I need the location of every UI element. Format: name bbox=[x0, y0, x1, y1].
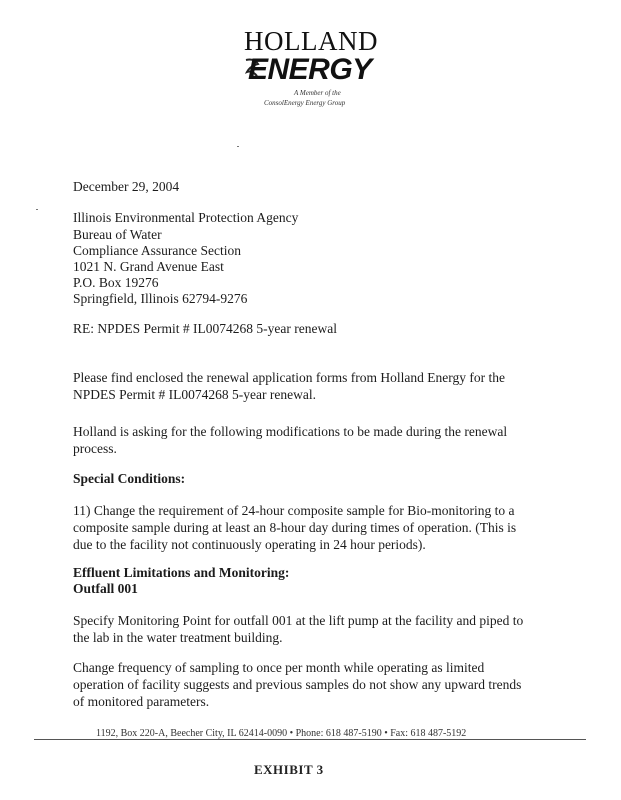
logo-name-bottom: ENERGY bbox=[248, 53, 372, 86]
outfall-heading: Outfall 001 bbox=[73, 581, 138, 596]
letter-date: December 29, 2004 bbox=[73, 179, 180, 194]
paragraph-line: NPDES Permit # IL0074268 5-year renewal. bbox=[73, 387, 316, 402]
paragraph-line: composite sample during at least an 8-hour day during times of operation. (This is bbox=[73, 520, 517, 535]
effluent-heading: Effluent Limitations and Monitoring: bbox=[73, 565, 290, 580]
scan-speck bbox=[36, 209, 38, 210]
recipient-line: Illinois Environmental Protection Agency bbox=[73, 210, 299, 225]
paragraph-line: operation of facility suggests and previous samples do not show any upward trends bbox=[73, 677, 522, 692]
paragraph-line: Please find enclosed the renewal application forms from Holland Energy for the bbox=[73, 370, 505, 385]
body-paragraph bbox=[73, 612, 523, 646]
paragraph-line: Specify Monitoring Point for outfall 001 at the lift pump at the facility and piped to bbox=[73, 613, 524, 628]
paragraph-line: 11) Change the requirement of 24-hour composite sample for Bio-monitoring to a bbox=[73, 503, 515, 518]
paragraph-line: the lab in the water treatment building. bbox=[73, 630, 283, 645]
scan-speck bbox=[237, 146, 239, 147]
footer-rule bbox=[34, 739, 586, 740]
paragraph-line: Change frequency of sampling to once per month while operating as limited bbox=[73, 660, 485, 675]
paragraph-line: of monitored parameters. bbox=[73, 694, 210, 709]
logo-name-top: HOLLAND bbox=[244, 26, 378, 56]
recipient-line: Bureau of Water bbox=[73, 227, 162, 242]
logo-tagline-1: A Member of the bbox=[294, 89, 341, 97]
body-paragraph bbox=[73, 369, 505, 403]
body-paragraph bbox=[73, 659, 521, 710]
recipient-line: Compliance Assurance Section bbox=[73, 243, 241, 258]
recipient-line: Springfield, Illinois 62794-9276 bbox=[73, 291, 248, 306]
subject-line: RE: NPDES Permit # IL0074268 5-year renewal bbox=[73, 321, 337, 336]
exhibit-label: EXHIBIT 3 bbox=[254, 762, 324, 777]
paragraph-line: process. bbox=[73, 441, 117, 456]
recipient-line: P.O. Box 19276 bbox=[73, 275, 159, 290]
paragraph-line: Holland is asking for the following modifications to be made during the renewal bbox=[73, 424, 508, 439]
recipient-line: 1021 N. Grand Avenue East bbox=[73, 259, 224, 274]
company-logo bbox=[238, 26, 378, 110]
body-paragraph bbox=[73, 423, 507, 457]
special-conditions-heading: Special Conditions: bbox=[73, 471, 186, 486]
logo-tagline-2: ConsolEnergy Energy Group bbox=[264, 99, 346, 107]
paragraph-line: due to the facility not continuously operating in 24 hour periods). bbox=[73, 537, 426, 552]
special-conditions-paragraph bbox=[73, 502, 516, 553]
footer-address: 1192, Box 220-A, Beecher City, IL 62414-0090 • Phone: 618 487-5190 • Fax: 618 487-5192 bbox=[92, 728, 470, 739]
